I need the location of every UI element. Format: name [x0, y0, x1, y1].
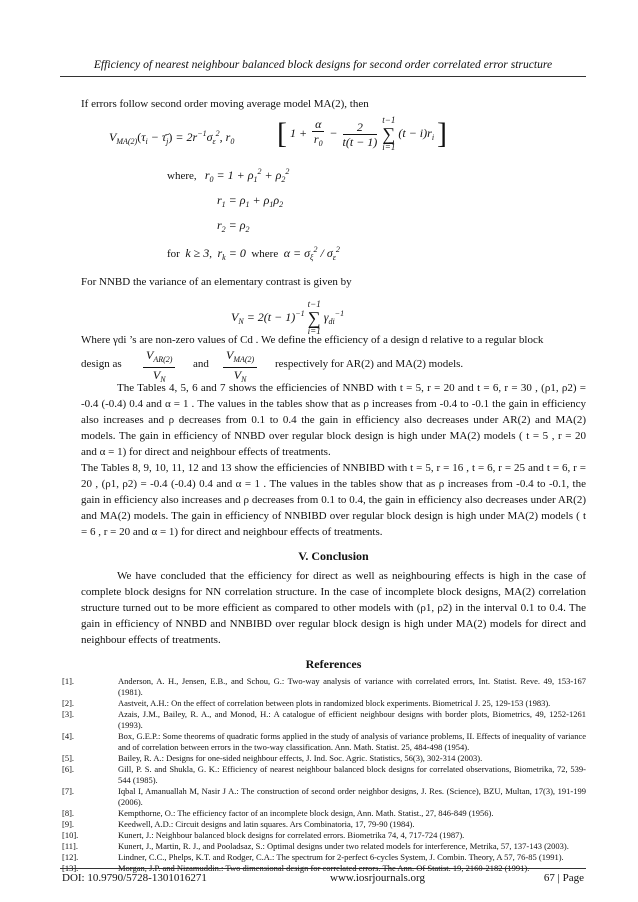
reference-item: [1]. Anderson, A. H., Jensen, E.B., and Schou, G.: Two-way analysis of variance with correlated errors, Int. Statist. Reve. 49, 153-167 (1981).	[62, 676, 586, 697]
reference-item: [12]. Lindner, C.C., Phelps, K.T. and Rodger, C.A.: The spectrum for 2-perfect 6-cycles System, J. Combin. Theory, A 57, 76-85 (1991).	[62, 852, 564, 862]
equation-variance-ma2: $V_{MA(2)}(\tau_i$ − $\taū_j) = 2r^{-1}\sigma_\varepsilon^2$, $r_0$ [ 1 + $\frac{\alpha}{r_0}$ − $\frac{2}{t(t - 1)}$ t−1 ∑ i=1 $(t - i)r_i$ ]	[109, 115, 448, 152]
reference-list	[62, 676, 586, 874]
and-label: and	[193, 358, 209, 370]
footer-page-number: 67 | Page	[543, 872, 584, 884]
respectively-label: respectively for AR(2) and MA(2) models.	[275, 358, 464, 370]
intro-line: If errors follow second order moving average model MA(2), then	[81, 98, 369, 110]
reference-item: [10]. Kunert, J.: Neighbour balanced block designs for correlated errors. Biometrika 74, 4, 717-724 (1987).	[62, 830, 465, 840]
body-text	[62, 96, 586, 874]
conclusion-text: We have concluded that the efficiency for direct as well as neighbouring effects is high in the case of complete block designs for NN correlation structure. In the case of incomplete block designs, MA(2) correlation structure turned out to be more efficient as compared to other models with (ρ1, ρ2) in the interval 0.1 to 0.4. The gain in efficiency of NNBD and NNBIBD over regular block design is high under MA(2) models for direct and neighbour effects of treatments.	[81, 570, 586, 646]
footer-website-link[interactable]: www.iosrjournals.org	[330, 872, 426, 884]
design-as-label: design as	[81, 358, 122, 370]
conclusion-heading: V. Conclusion	[298, 549, 369, 563]
reference-item: [3]. Azais, J.M., Bailey, R. A., and Monod, H.: A catalogue of efficient neighbour designs with border plots, Biometrics, 49, 1252-1261 (1993).	[62, 709, 586, 730]
where2-label: where	[251, 248, 279, 260]
where-label: where,	[167, 170, 197, 182]
equation-conditions: where, $r_0 = 1 + \rho_1^2 + \rho_2^2$ $r_1 = \rho_1 + \rho_1\rho_2$ $r_2 = \rho_2$ for k ≥ 3, $r_k = 0$ where $\alpha = \sigma_\xi^2 / \sigma_\varepsilon^2$	[167, 167, 340, 262]
reference-item: [6]. Gill, P. S. and Shukla, G. K.: Efficiency of nearest neighbour balanced block designs for correlated observations, Biometrika, 72, 539-544 (1985).	[62, 764, 586, 785]
running-title: Efficiency of nearest neighbour balanced block designs for second order correlated error structure	[60, 56, 586, 77]
reference-item: [4]. Box, G.E.P.: Some theorems of quadratic forms applied in the study of analysis of variance problems, II. Effects of inequality of variance and of correlation between errors in the two-way classification. Ann. Math. Statist. 25, 484-498 (1954).	[62, 731, 586, 752]
reference-item: [9]. Keedwell, A.D.: Circuit designs and latin squares. Ars Combinatoria, 17, 79-90 (1984).	[62, 819, 415, 829]
for-label: for	[167, 248, 180, 260]
efficiency-definition: design as $V_{AR(2)}$ $V_N$ and $V_{MA(2)}$ $V_N$ respectively for AR(2) and MA(2) models.	[81, 348, 464, 384]
reference-item: [5]. Bailey, R. A.: Designs for one-sided neighbour effects, J. Ind. Soc. Agric. Statistics, 56(3), 302-314 (2003).	[62, 753, 483, 763]
reference-item: [11]. Kunert, J., Martin, R. J., and Pooladsaz, S.: Optimal designs under two related models for interference, Metrika, 57, 137-143 (2003).	[62, 841, 569, 851]
reference-item: [13]. Morgan, J.P. and Nizamuddin.: Two dimensional design for correlated errors. The Ann. Of Statist. 19, 2160-2182 (1991).	[62, 863, 530, 873]
reference-item: [7]. Iqbal I, Amanuallah M, Nasir J A.: The construction of second order neighbor designs, J. Res. (Science), BZU, Multan, 17(3), 191-199 (2006).	[62, 786, 586, 807]
where-gamma-sentence: Where γdi ’s are non-zero values of Cd . We define the efficiency of a design d relative to a regular block	[81, 334, 544, 346]
reference-item: [8]. Kempthorne, O.: The efficiency factor of an incomplete block design, Ann. Math. Statist., 27, 846-849 (1956).	[62, 808, 494, 818]
footer-doi: DOI: 10.9790/5728-1301016271	[62, 872, 207, 884]
references-heading: References	[305, 657, 362, 671]
nnbd-sentence: For NNBD the variance of an elementary contrast is given by	[81, 276, 352, 288]
tables-paragraph-1: The Tables 4, 5, 6 and 7 shows the efficiencies of NNBD with t = 5, r = 20 and t = 6, r = 30 , (ρ1, ρ2) = -0.4 (-0.4) 0.4 and α = 1 . The values in the tables show that as ρ increases from -0.4 to -0.1 the gain in efficiency also increases and ρ decreases from 0.1 to 0.4 the gain in efficiency also decreases under AR(2) and MA(2) models. The gain in efficiency of NNBD over regular block design is high under MA(2) models ( t = 5 , r = 20 and α = 1) for direct and neighbour effects of treatments.	[81, 382, 586, 458]
equation-vn: $V_N = 2(t - 1)^{-1}$ t−1 ∑ i=1 $\gamma_{di}^{-1}$	[231, 299, 345, 336]
page-footer	[60, 868, 586, 888]
tables-paragraph-2: The Tables 8, 9, 10, 11, 12 and 13 show the efficiencies of NNBIBD with t = 5, r = 16 , t = 6, r = 25 and t = 6, r = 20 , (ρ1, ρ2) = -0.4 (-0.4) 0.4 and α = 1 . The values in the tables show that as ρ increases from -0.4 to -0.1, the gain in efficiency also increases and ρ decreases from 0.1 to 0.4, the gain in efficiency also decreases under AR(2) and MA(2) models. The gain in efficiency of NNBIBD over regular block design is high under MA(2) models ( t = 6 , r = 20 and α = 1) for direct and neighbour effects of treatments.	[81, 462, 586, 538]
reference-item: [2]. Aastveit, A.H.: On the effect of correlation between plots in randomized block experiments. Biometrical J. 25, 129-153 (1983).	[62, 698, 551, 708]
